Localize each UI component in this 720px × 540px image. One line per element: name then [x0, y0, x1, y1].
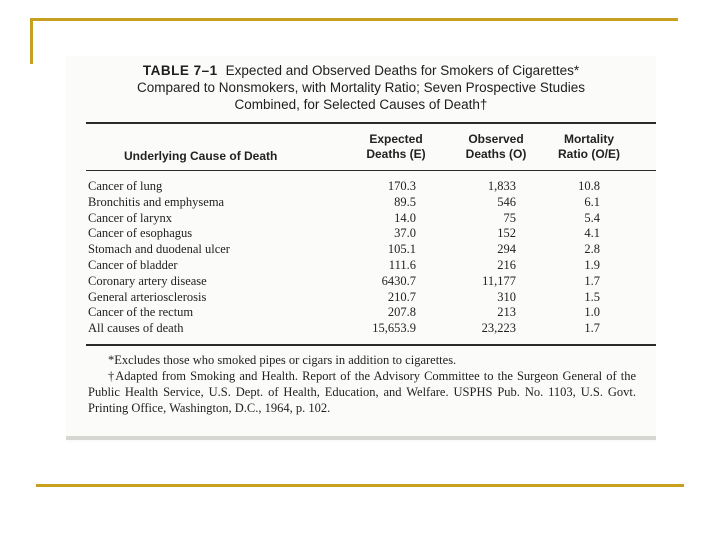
- table-row: [88, 274, 648, 290]
- table-row: [88, 321, 648, 337]
- table-row: [88, 305, 648, 321]
- cell-cause: Cancer of bladder: [88, 257, 178, 272]
- cell-expected: 14.0: [394, 210, 416, 225]
- cell-observed: 75: [503, 210, 516, 225]
- cell-ratio: 2.8: [584, 242, 600, 257]
- table-row: [88, 195, 648, 211]
- cell-expected: 37.0: [394, 226, 416, 241]
- cell-expected: 207.8: [387, 305, 416, 320]
- cell-cause: Cancer of the rectum: [88, 305, 194, 320]
- top-rule: [86, 122, 656, 124]
- cell-observed: 216: [497, 257, 516, 272]
- cell-expected: 170.3: [387, 179, 416, 193]
- cell-ratio: 4.1: [584, 226, 600, 241]
- cell-observed: 546: [497, 194, 516, 209]
- header-observed-line-2: Deaths (O): [465, 147, 527, 161]
- header-rule: [86, 170, 656, 171]
- cell-ratio: 1.7: [584, 321, 600, 336]
- table-row: [88, 258, 648, 274]
- cell-observed: 23,223: [481, 321, 516, 336]
- header-expected-line-1: Expected: [369, 132, 423, 146]
- cell-ratio: 1.7: [584, 273, 600, 288]
- cell-cause: Cancer of lung: [88, 179, 163, 193]
- slide-frame-left-line: [30, 18, 33, 64]
- slide-frame-top-line: [30, 18, 678, 21]
- cell-expected: 111.6: [388, 257, 416, 272]
- slide-frame-bottom-line: [36, 484, 684, 487]
- cell-ratio: 6.1: [584, 194, 600, 209]
- table-row: [88, 290, 648, 306]
- table-title-line-2: Compared to Nonsmokers, with Mortality Ratio; Seven Prospective Studies: [137, 80, 585, 95]
- cell-cause: Cancer of larynx: [88, 210, 172, 225]
- cell-observed: 1,833: [487, 179, 516, 193]
- cell-observed: 213: [497, 305, 516, 320]
- cell-ratio: 1.5: [584, 289, 600, 304]
- footnotes: [88, 352, 636, 416]
- table-title-line-1: [66, 62, 656, 79]
- cell-expected: 105.1: [387, 242, 416, 257]
- scan-bottom-edge: [66, 436, 656, 440]
- cell-expected: 89.5: [394, 194, 416, 209]
- cell-cause: Stomach and duodenal ulcer: [88, 242, 230, 257]
- bottom-rule: [86, 344, 656, 346]
- cell-ratio: 1.0: [584, 305, 600, 320]
- cell-cause: All causes of death: [88, 321, 184, 336]
- table-label: TABLE 7–1: [142, 63, 218, 78]
- cell-expected: 210.7: [387, 289, 416, 304]
- header-expected: [346, 132, 446, 162]
- table-body: [88, 179, 648, 337]
- table-row: [88, 179, 648, 195]
- cell-cause: Cancer of esophagus: [88, 226, 193, 241]
- cell-ratio: 5.4: [584, 210, 600, 225]
- cell-ratio: 10.8: [578, 179, 600, 193]
- scanned-table-image: [66, 56, 656, 442]
- cell-observed: 11,177: [482, 273, 516, 288]
- cell-expected: 15,653.9: [372, 321, 416, 336]
- table-row: [88, 242, 648, 258]
- cell-observed: 294: [497, 242, 516, 257]
- table-title-text-1: Expected and Observed Deaths for Smokers of Cigarettes*: [225, 63, 580, 78]
- header-ratio-line-1: Mortality: [563, 132, 614, 146]
- table-title-line-3: Combined, for Selected Causes of Death†: [234, 97, 488, 112]
- cell-observed: 310: [497, 289, 516, 304]
- header-ratio: [544, 132, 634, 162]
- footnote-2: †Adapted from Smoking and Health. Report of the Advisory Committee to the Surgeon General of the Public Health Service, U.S. Dept. of Health, Education, and Welfare. USPHS Pub. No. 1103, U.S. Govt. Printing Office, Washington, D.C., 1964, p. 102.: [88, 369, 636, 415]
- header-cause: Underlying Cause of Death: [124, 149, 278, 163]
- cell-expected: 6430.7: [381, 273, 416, 288]
- table-title: [66, 62, 656, 113]
- cell-cause: Bronchitis and emphysema: [88, 194, 225, 209]
- header-ratio-line-2: Ratio (O/E): [558, 147, 620, 161]
- header-observed: [446, 132, 546, 162]
- footnote-1: *Excludes those who smoked pipes or cigars in addition to cigarettes.: [108, 353, 457, 367]
- cell-observed: 152: [497, 226, 516, 241]
- header-observed-line-1: Observed: [468, 132, 524, 146]
- table-row: [88, 211, 648, 227]
- cell-cause: General arteriosclerosis: [88, 289, 207, 304]
- header-expected-line-2: Deaths (E): [366, 147, 426, 161]
- cell-ratio: 1.9: [584, 257, 600, 272]
- table-row: [88, 226, 648, 242]
- cell-cause: Coronary artery disease: [88, 273, 207, 288]
